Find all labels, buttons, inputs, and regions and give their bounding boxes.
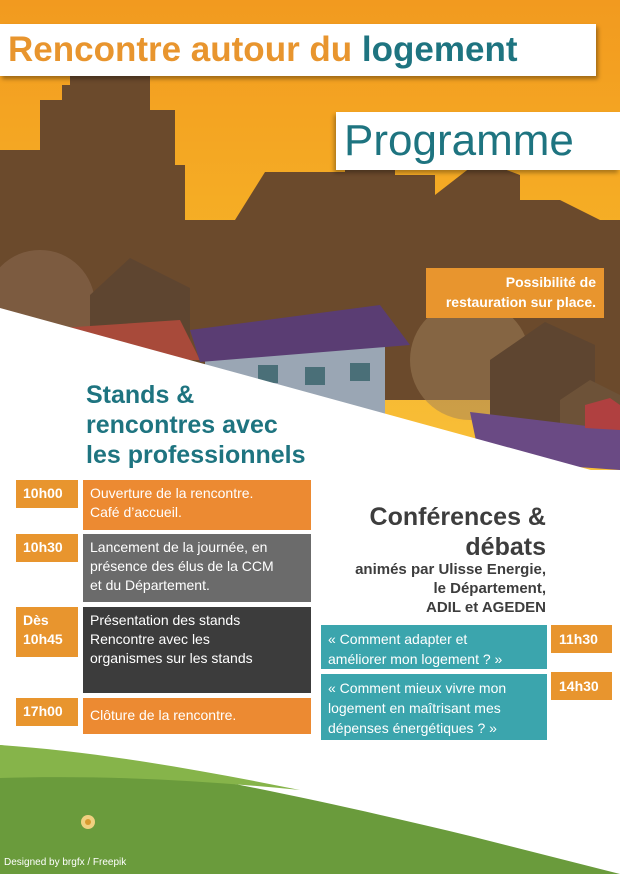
conference-text: améliorer mon logement ? »	[328, 651, 503, 667]
stand-time-text: 10h00	[23, 485, 63, 501]
window	[350, 363, 370, 381]
stand-event-text: Présentation des stands	[90, 612, 241, 628]
conferences-heading	[340, 502, 546, 562]
stands-heading-line1: Stands &	[86, 381, 195, 409]
stand-event-text: Clôture de la rencontre.	[90, 707, 237, 723]
conferences-heading-line1: Conférences &	[369, 503, 546, 531]
title-part1: Rencontre autour du	[8, 30, 353, 69]
conferences-subtitle-line1: animés par Ulisse Energie,	[355, 561, 546, 578]
conference-text: logement en maîtrisant mes	[328, 700, 501, 716]
stand-time-2	[16, 534, 78, 562]
stand-event-text: présence des élus de la CCM	[90, 558, 274, 574]
stands-heading	[86, 380, 326, 470]
stand-time-1	[16, 480, 78, 508]
conferences-subtitle-line2: le Département,	[433, 580, 546, 597]
stand-event-text: Lancement de la journée, en	[90, 539, 268, 555]
stand-event-text: organismes sur les stands	[90, 650, 253, 666]
stand-event-3	[83, 607, 311, 693]
stands-heading-line2: rencontres avec	[86, 411, 278, 439]
conferences-heading-line2: débats	[465, 533, 546, 561]
stand-time-text: 10h30	[23, 539, 63, 555]
conference-text: « Comment adapter et	[328, 631, 468, 647]
conference-item-1	[321, 625, 547, 669]
stand-time-text: 10h45	[23, 631, 63, 647]
conferences-subtitle-line3: ADIL et AGEDEN	[425, 599, 546, 616]
stand-time-text: 17h00	[23, 703, 63, 719]
programme-banner	[336, 112, 620, 170]
flower-center	[85, 819, 91, 825]
stand-event-text: Rencontre avec les	[90, 631, 210, 647]
stand-event-4	[83, 698, 311, 734]
conference-time-1: 11h30	[551, 625, 612, 653]
programme-title: Programme	[344, 116, 574, 165]
stand-event-text: Ouverture de la rencontre.	[90, 485, 254, 501]
stand-time-4	[16, 698, 78, 726]
conference-text: « Comment mieux vivre mon	[328, 680, 507, 696]
conference-text: dépenses énergétiques ? »	[328, 720, 497, 736]
title-banner	[0, 24, 596, 76]
restauration-line1: Possibilité de	[505, 274, 596, 290]
stand-time-3	[16, 607, 78, 657]
title-part2: logement	[361, 30, 518, 69]
stands-heading-line3: les professionnels	[86, 441, 306, 469]
conference-time-2: 14h30	[551, 672, 612, 700]
chimney	[403, 195, 413, 225]
restauration-line2: restauration sur place.	[445, 294, 596, 310]
credit-text: Designed by brgfx / Freepik	[4, 857, 127, 868]
conference-item-2	[321, 674, 547, 740]
stand-time-text: Dès	[23, 612, 49, 628]
restauration-note	[426, 268, 604, 318]
event-title	[8, 30, 518, 70]
conferences-subtitle	[300, 560, 546, 617]
stand-event-2	[83, 534, 311, 602]
stand-event-text: et du Département.	[90, 577, 210, 593]
stand-event-1	[83, 480, 311, 530]
stand-event-text: Café d’accueil.	[90, 504, 182, 520]
